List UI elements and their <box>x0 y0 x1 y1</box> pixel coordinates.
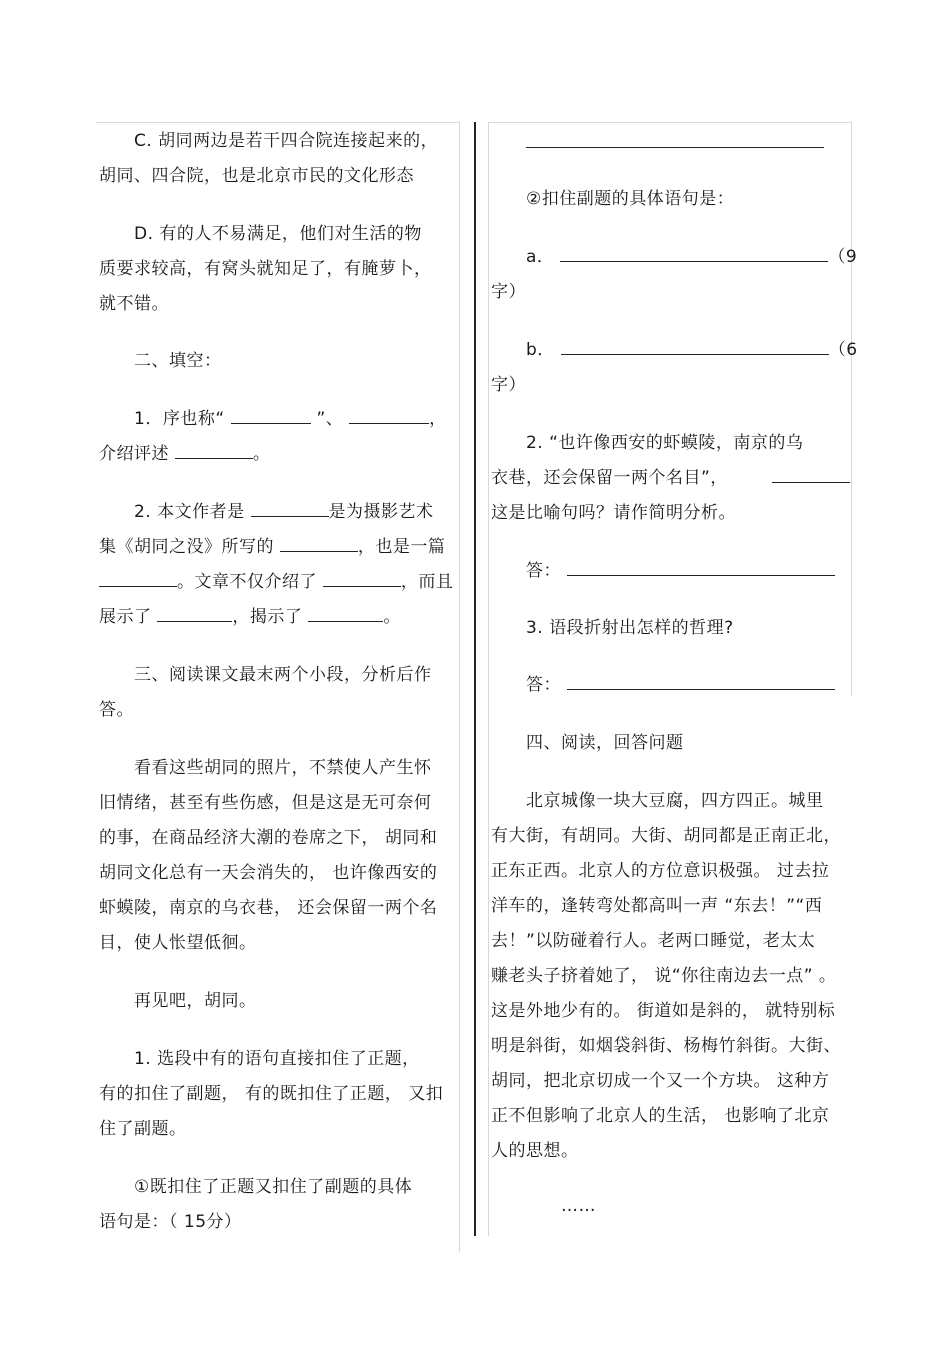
reading-line-4: 洋车的，逢转弯处都高叫一声 “东去！”“西 <box>491 896 823 916</box>
reading-line-8: 明是斜街，如烟袋斜街、杨梅竹斜街。大街、 <box>491 1036 841 1056</box>
answer-blank[interactable] <box>567 561 835 576</box>
option-d-line-2: 质要求较高，有窝头就知足了，有腌萝卜， <box>99 259 432 279</box>
fill-question-1-text-e: 。 <box>252 444 271 464</box>
passage-line-6: 目，使人怅望低徊。 <box>99 933 257 953</box>
right-column-right-edge <box>851 122 852 696</box>
reading-question-2-line-1: 2. “也许像西安的虾蟆陵，南京的乌 <box>526 433 804 453</box>
fill-question-2-text-i: 。 <box>383 607 401 627</box>
answer-blank[interactable] <box>567 675 835 690</box>
fill-question-2-text-d: ，也是一篇 <box>357 537 446 557</box>
reading-question-1-line-2: 有的扣住了副题， 有的既扣住了正题， 又扣 <box>99 1084 444 1104</box>
option-d-line-3: 就不错。 <box>99 294 169 314</box>
answer-blank[interactable] <box>99 572 177 587</box>
passage-line-5: 虾蟆陵，南京的乌衣巷， 还会保留一两个名 <box>99 898 438 918</box>
fill-question-1-text-d: 介绍评述 <box>99 444 169 464</box>
fill-question-2-text-a: 2. 本文作者是 <box>134 502 245 522</box>
answer-blank[interactable] <box>280 537 358 552</box>
ellipsis: …… <box>561 1196 596 1216</box>
option-d-line-1: D. 有的人不易满足，他们对生活的物 <box>134 224 422 244</box>
answer-label: 答： <box>526 675 561 695</box>
answer-blank[interactable] <box>231 409 311 424</box>
reading-question-1a-line-2: 语句是：（ 15分） <box>99 1212 242 1232</box>
fill-question-2-text-b: 是为摄影艺术 <box>328 502 434 522</box>
passage-line-4: 胡同文化总有一天会消失的， 也许像西安的 <box>99 863 438 883</box>
fill-question-2-text-e: 。文章不仅介绍了 <box>177 572 317 592</box>
fill-question-1-text-c: ， <box>429 409 447 429</box>
section-3-heading-line-2: 答。 <box>99 700 134 720</box>
section-3-heading-line-1: 三、阅读课文最末两个小段，分析后作 <box>134 665 432 685</box>
fill-question-2-line-3 <box>99 572 453 592</box>
answer-blank[interactable] <box>323 572 401 587</box>
right-column-left-edge <box>488 122 489 1236</box>
item-b-line-1 <box>526 340 858 360</box>
column-divider <box>474 122 476 1236</box>
answer-blank[interactable] <box>561 340 829 355</box>
answer-blank[interactable] <box>251 502 329 517</box>
reading-line-10: 正不但影响了北京人的生活， 也影响了北京 <box>491 1106 830 1126</box>
reading-line-5: 去！”以防碰着行人。老两口睡觉，老太太 <box>491 931 816 951</box>
fill-question-2-text-f: ，而且 <box>400 572 454 592</box>
reading-line-11: 人的思想。 <box>491 1141 579 1161</box>
item-a-line-1 <box>526 247 857 267</box>
section-4-heading: 四、阅读，回答问题 <box>526 733 684 753</box>
right-column-top-edge <box>488 122 851 123</box>
reading-question-1-line-1: 1. 选段中有的语句直接扣住了正题， <box>134 1049 420 1069</box>
left-column-top-edge <box>96 122 459 123</box>
answer-blank[interactable] <box>157 607 232 622</box>
item-b-count: （6 <box>828 340 858 360</box>
item-b-line-2: 字） <box>491 375 526 395</box>
reading-question-2-line-2 <box>491 468 850 488</box>
fill-question-1-line-1 <box>134 409 447 429</box>
reading-question-3: 3. 语段折射出怎样的哲理? <box>526 618 734 638</box>
passage-line-3: 的事，在商品经济大潮的卷席之下， 胡同和 <box>99 828 438 848</box>
left-column-right-edge <box>459 122 460 1252</box>
answer-blank[interactable] <box>175 444 253 459</box>
reading-line-2: 有大街，有胡同。大街、胡同都是正南正北， <box>491 826 841 846</box>
reading-question-2-line-3: 这是比喻句吗？请作简明分析。 <box>491 503 736 523</box>
reading-line-9: 胡同，把北京切成一个又一个方块。 这种方 <box>491 1071 830 1091</box>
reading-question-2-text: 衣巷，还会保留一两个名目”， <box>491 468 728 488</box>
reading-question-1b: ②扣住副题的具体语句是： <box>526 189 735 209</box>
fill-question-1-text-b: ”、 <box>316 409 344 429</box>
reading-line-6: 赚老头子挤着她了， 说“你往南边去一点” 。 <box>491 966 837 986</box>
item-a-count: （9 <box>828 247 858 267</box>
reading-line-3: 正东正西。北京人的方位意识极强。 过去拉 <box>491 861 830 881</box>
answer-blank[interactable] <box>560 247 828 262</box>
option-c-line-1: C. 胡同两边是若干四合院连接起来的， <box>134 131 439 151</box>
passage-line-1: 看看这些胡同的照片，不禁使人产生怀 <box>134 758 432 778</box>
fill-question-1-text-a: 1．序也称“ <box>134 409 225 429</box>
farewell-line: 再见吧，胡同。 <box>134 991 257 1011</box>
fill-question-2-line-2 <box>99 537 445 557</box>
fill-question-1-line-2 <box>99 444 270 464</box>
answer-blank[interactable] <box>772 468 850 483</box>
answer-q2 <box>526 561 835 581</box>
item-a-label: a． <box>526 247 555 267</box>
fill-question-2-line-4 <box>99 607 401 627</box>
fill-question-2-text-g: 展示了 <box>99 607 152 627</box>
reading-question-1a-line-1: ①既扣住了正题又扣住了副题的具体 <box>134 1177 413 1197</box>
section-2-heading: 二、填空： <box>134 351 222 371</box>
reading-question-1-line-3: 住了副题。 <box>99 1119 187 1139</box>
fill-question-2-line-1 <box>134 502 434 522</box>
item-b-label: b． <box>526 340 555 360</box>
answer-blank[interactable] <box>308 607 383 622</box>
reading-line-7: 这是外地少有的。 街道如是斜的， 就特别标 <box>491 1001 836 1021</box>
answer-line-q1a[interactable] <box>526 147 824 148</box>
passage-line-2: 旧情绪，甚至有些伤感，但是这是无可奈何 <box>99 793 432 813</box>
answer-q3 <box>526 675 835 695</box>
reading-line-1: 北京城像一块大豆腐，四方四正。城里 <box>526 791 824 811</box>
answer-blank[interactable] <box>349 409 429 424</box>
option-c-line-2: 胡同、四合院，也是北京市民的文化形态 <box>99 166 414 186</box>
item-a-line-2: 字） <box>491 282 526 302</box>
answer-label: 答： <box>526 561 561 581</box>
fill-question-2-text-c: 集《胡同之没》所写的 <box>99 537 274 557</box>
fill-question-2-text-h: ，揭示了 <box>232 607 303 627</box>
